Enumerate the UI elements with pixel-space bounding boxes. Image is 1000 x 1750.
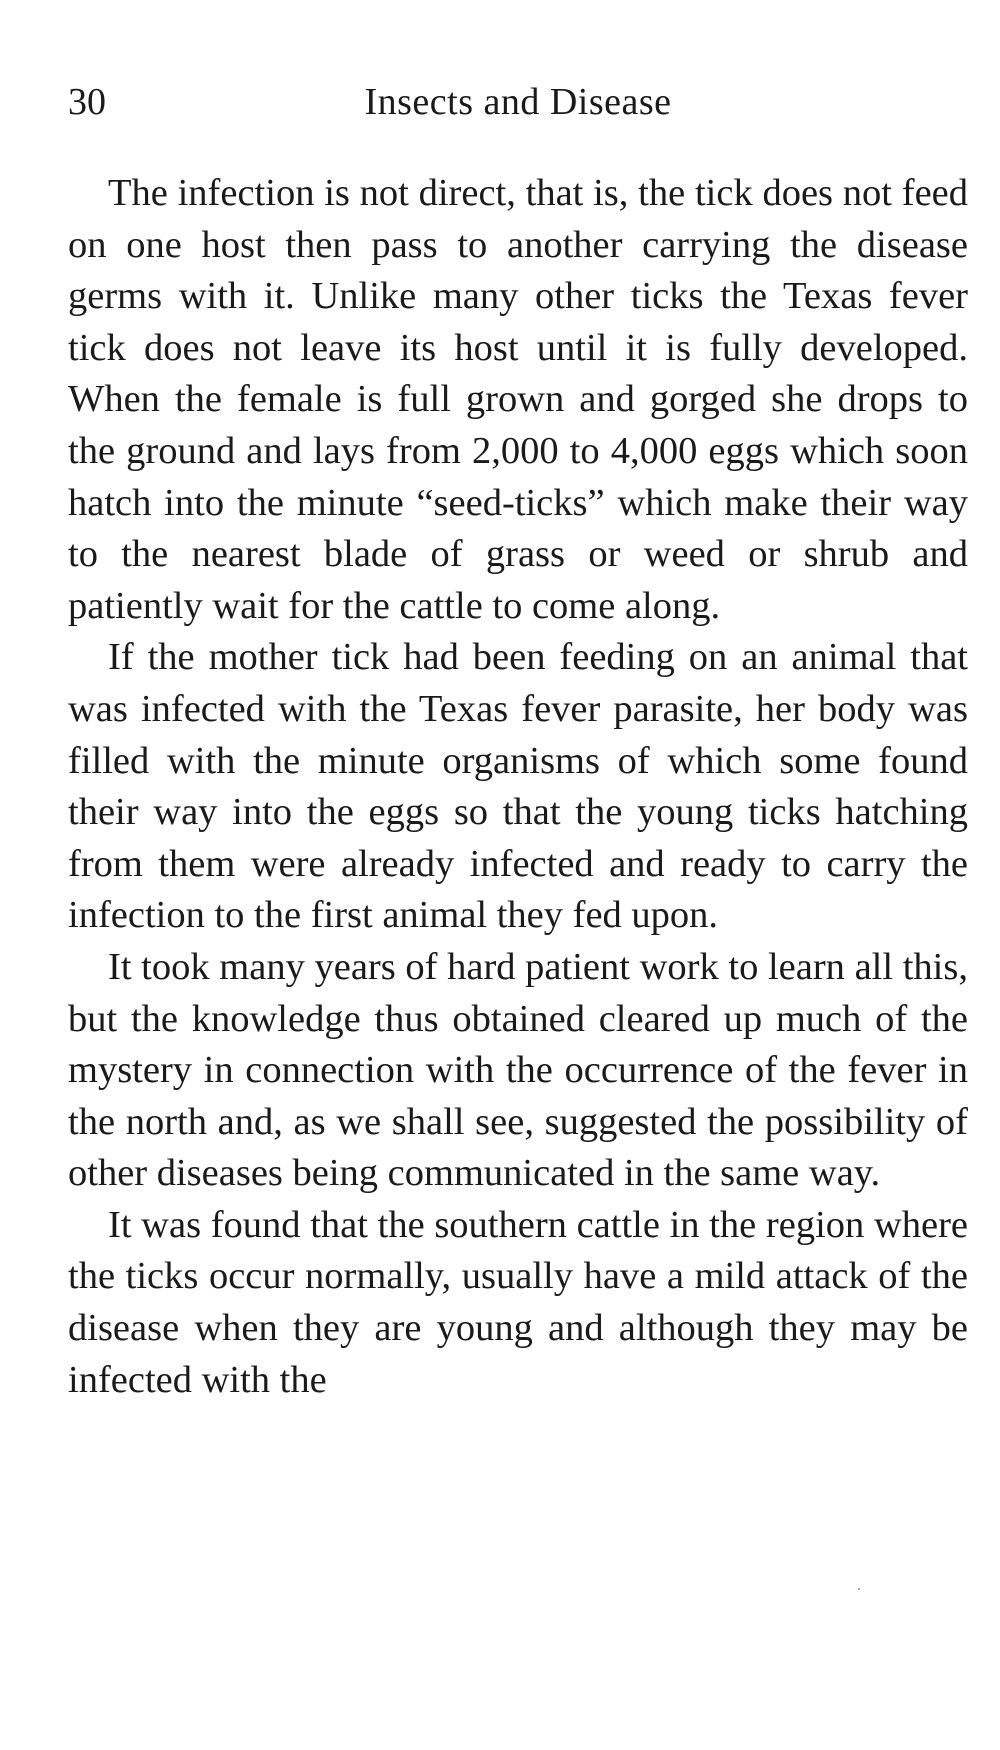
running-title: Insects and Disease bbox=[364, 81, 672, 123]
paragraph-3: It took many years of hard patient work to learn all this, but the knowledge thus obtained cleared up much of the mystery in connection with the occurrence of the fever in the north and, as we shall see, suggested the possibility of other diseases being communicated in the same way. bbox=[68, 945, 968, 1195]
page-number: 30 bbox=[68, 81, 106, 123]
paragraph-2: If the mother tick had been feeding on an animal that was infected with the Texas fever parasite, her body was filled with the minute organisms of which some found their way into the eggs so that the young ticks hatching from them were already infected and ready to carry the infection to the first animal they fed upon. bbox=[68, 636, 968, 937]
paragraph-1: The infection is not direct, that is, the tick does not feed on one host then pass to another carrying the disease germs with it. Unlike many other ticks the Texas fever tick does not leave its host until it is fully developed. When the female is full grown and gorged she drops to the ground and lays from 2,000 to 4,000 eggs which soon hatch into the minute “seed-ticks” which make their way to the nearest blade of grass or weed or shrub and patiently wait for the cattle to come along. bbox=[68, 172, 968, 627]
scan-speck bbox=[858, 1588, 860, 1590]
paragraph-4: It was found that the southern cattle in the region where the ticks occur normally, usually have a mild attack of the disease when they are young and although they may be infected with the bbox=[68, 1203, 968, 1401]
running-head bbox=[68, 78, 968, 126]
body-text bbox=[68, 168, 968, 1406]
